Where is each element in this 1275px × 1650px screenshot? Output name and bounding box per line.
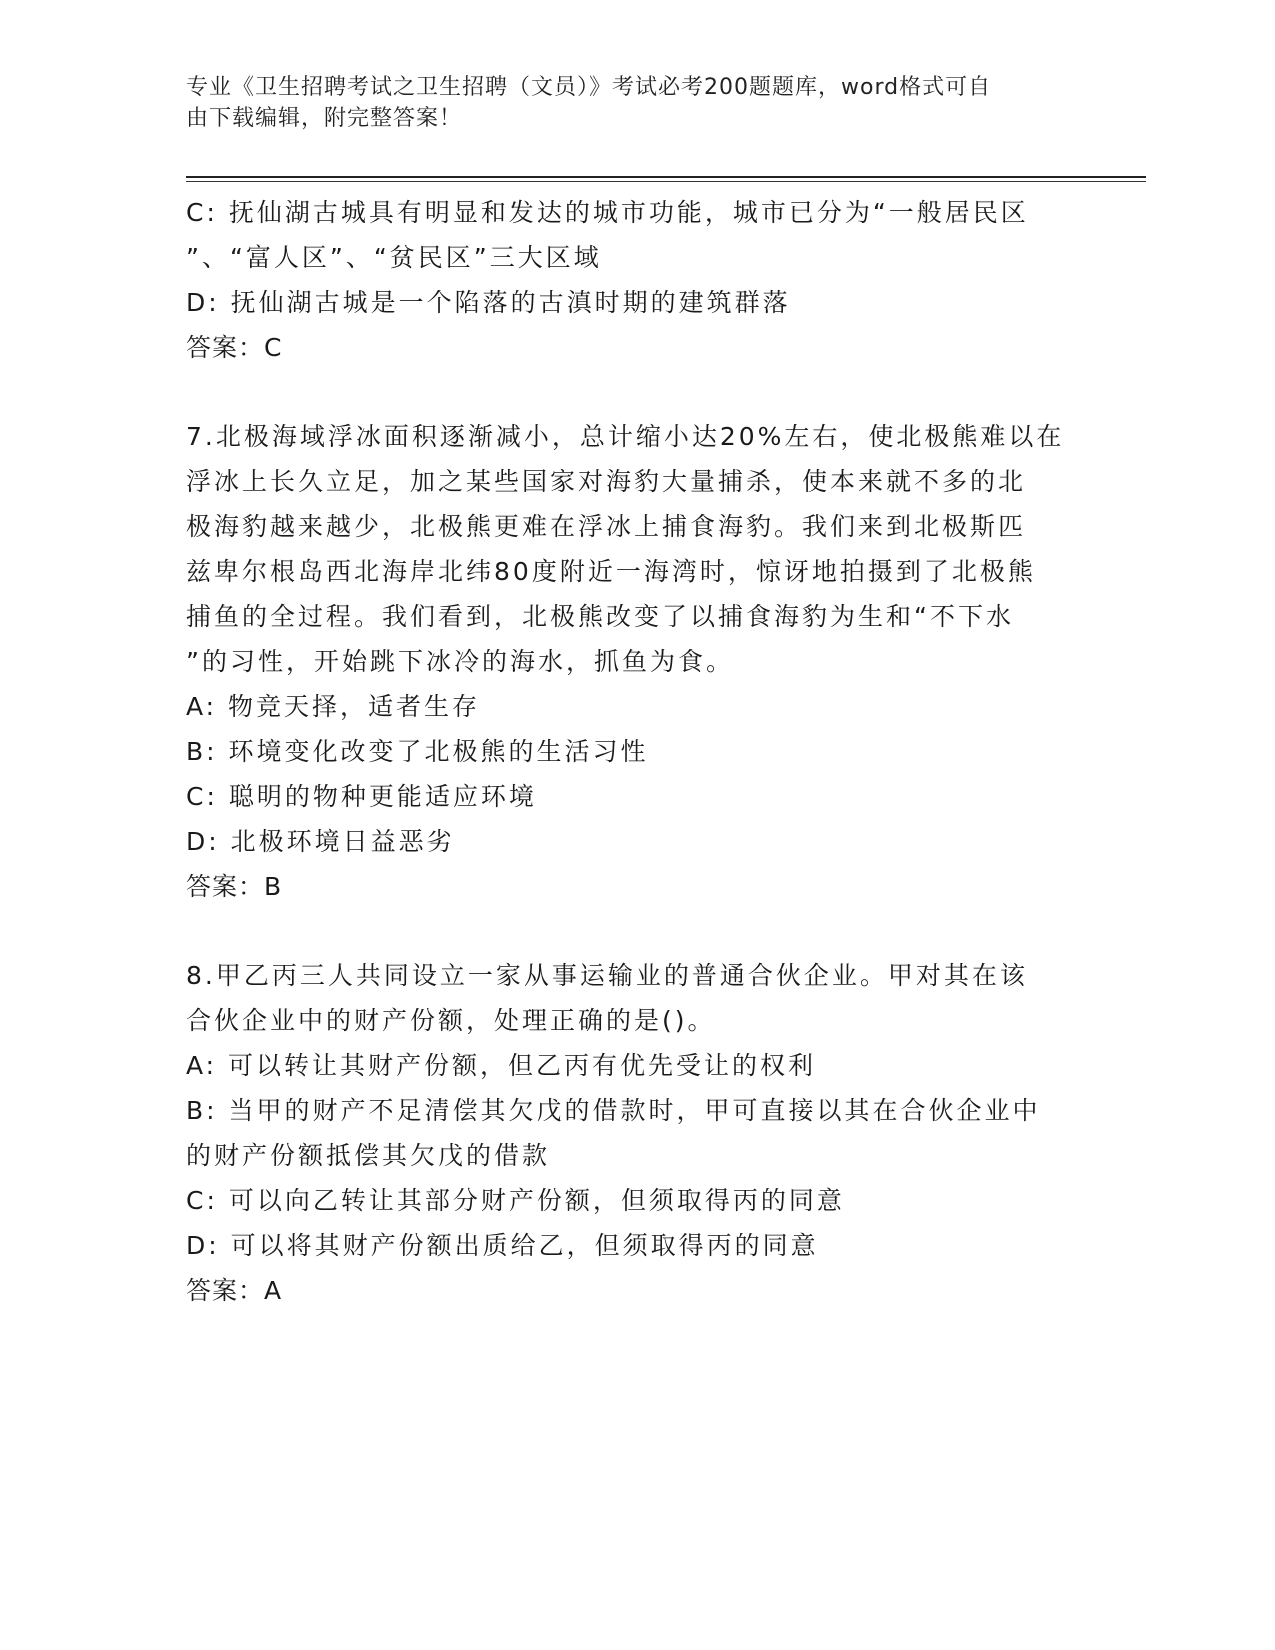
q8-answer: 答案：A [186, 1276, 283, 1305]
q7-stem-line-3: 极海豹越来越少，北极熊更难在浮冰上捕食海豹。我们来到北极斯匹 [186, 512, 1027, 541]
q7-option-c: C: 聪明的物种更能适应环境 [186, 782, 537, 811]
q7-stem-line-1: 7.北极海域浮冰面积逐渐减小，总计缩小达20%左右，使北极熊难以在 [186, 422, 1065, 451]
q8-option-b-line-1: B: 当甲的财产不足清偿其欠戊的借款时，甲可直接以其在合伙企业中 [186, 1096, 1041, 1125]
page-header [186, 72, 1066, 134]
q8-option-c: C: 可以向乙转让其部分财产份额，但须取得丙的同意 [186, 1186, 845, 1215]
q8-option-d: D: 可以将其财产份额出质给乙，但须取得丙的同意 [186, 1231, 819, 1260]
question-list [186, 190, 1086, 1313]
question-7 [186, 414, 1086, 909]
q7-stem-line-4: 兹卑尔根岛西北海岸北纬80度附近一海湾时，惊讶地拍摄到了北极熊 [186, 557, 1036, 586]
question-6 [186, 190, 1086, 370]
header-line-1: 专业《卫生招聘考试之卫生招聘（文员）》考试必考200题题库，word格式可自 [186, 75, 992, 100]
q7-option-b: B: 环境变化改变了北极熊的生活习性 [186, 737, 649, 766]
q6-answer: 答案：C [186, 333, 283, 362]
q7-stem-line-5: 捕鱼的全过程。我们看到，北极熊改变了以捕食海豹为生和“不下水 [186, 602, 1014, 631]
q8-stem-line-1: 8.甲乙丙三人共同设立一家从事运输业的普通合伙企业。甲对其在该 [186, 961, 1028, 990]
spacer [186, 370, 1086, 414]
spacer [186, 909, 1086, 953]
q6-option-d: D: 抚仙湖古城是一个陷落的古滇时期的建筑群落 [186, 288, 791, 317]
q7-option-a: A: 物竞天择，适者生存 [186, 692, 481, 721]
header-rule-thick [186, 176, 1146, 178]
q7-answer: 答案：B [186, 872, 283, 901]
q6-option-c-line-2: ”、“富人区”、“贫民区”三大区域 [186, 243, 602, 272]
q8-stem-line-2: 合伙企业中的财产份额，处理正确的是()。 [186, 1006, 716, 1035]
q8-option-b-line-2: 的财产份额抵偿其欠戊的借款 [186, 1141, 551, 1170]
header-line-2: 由下载编辑，附完整答案！ [186, 106, 463, 131]
q7-option-d: D: 北极环境日益恶劣 [186, 827, 455, 856]
header-rule-thin [186, 181, 1146, 182]
q8-option-a: A: 可以转让其财产份额，但乙丙有优先受让的权利 [186, 1051, 817, 1080]
q7-stem-line-6: ”的习性，开始跳下冰冷的海水，抓鱼为食。 [186, 647, 734, 676]
q6-option-c-line-1: C: 抚仙湖古城具有明显和发达的城市功能，城市已分为“一般居民区 [186, 198, 1029, 227]
question-8 [186, 953, 1086, 1313]
q7-stem-line-2: 浮冰上长久立足，加之某些国家对海豹大量捕杀，使本来就不多的北 [186, 467, 1027, 496]
